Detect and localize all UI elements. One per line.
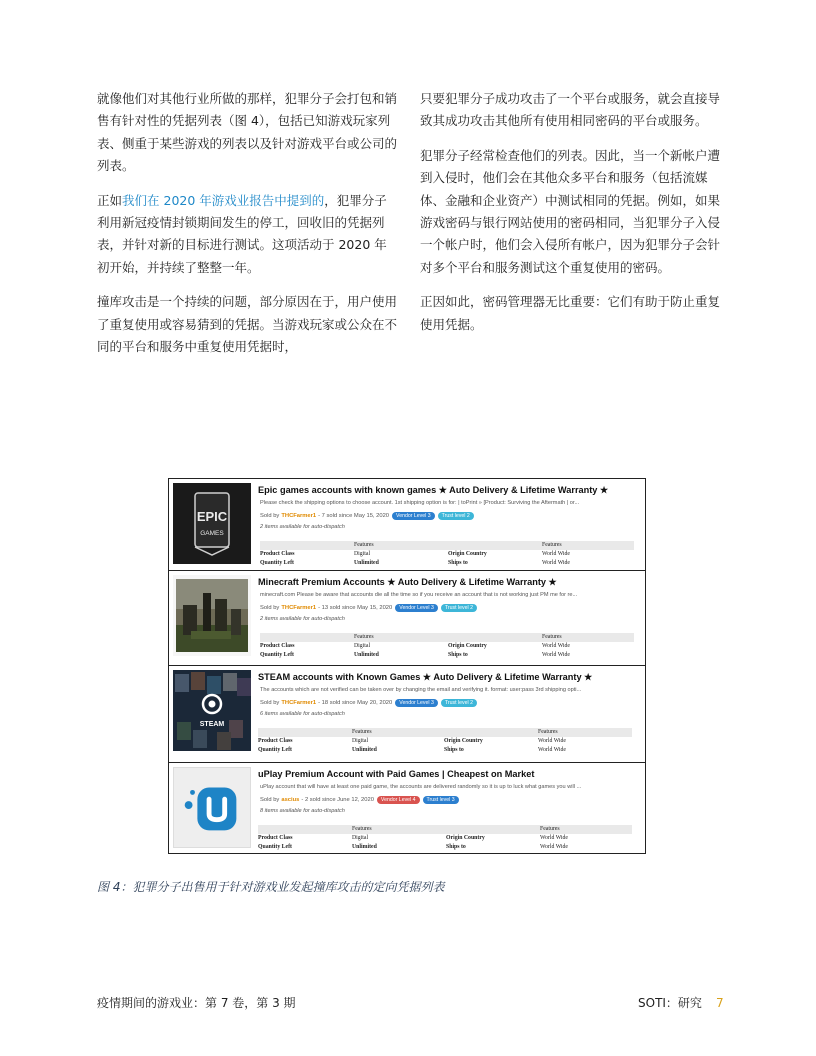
- cell: Digital: [352, 835, 369, 841]
- seller-line: [260, 604, 477, 612]
- cell: World Wide: [538, 738, 567, 744]
- cell: Ships to: [448, 652, 468, 658]
- cell: Ships to: [444, 747, 464, 753]
- paragraph: 正因如此，密码管理器无比重要：它们有助于防止重复使用凭据。: [420, 294, 721, 332]
- cell: Quantity Left: [258, 844, 292, 850]
- sold-info: - 7 sold since May 15, 2020: [318, 513, 390, 519]
- availability: 2 items available for auto-dispatch: [260, 524, 345, 530]
- trust-level-badge: Trust level 2: [441, 604, 477, 612]
- sold-by-label: Sold by: [260, 605, 280, 611]
- sold-by-label: Sold by: [260, 797, 280, 803]
- sold-info: - 2 sold since June 12, 2020: [301, 797, 374, 803]
- features-table: [258, 825, 632, 852]
- seller-line: [260, 796, 459, 804]
- listing-description: minecraft.com Please be aware that accounts die all the time so if you receive an account that is not working just PM me for re...: [260, 592, 578, 598]
- text: 正如: [97, 192, 123, 208]
- features-header: Features: [540, 826, 560, 832]
- listing-uplay[interactable]: [169, 763, 645, 853]
- vendor-level-badge: Vendor Level 3: [395, 699, 438, 707]
- vendor-level-badge: Vendor Level 3: [395, 604, 438, 612]
- epic-logo-text: EPIC: [196, 509, 228, 524]
- seller-name[interactable]: THCFarmer1: [281, 605, 317, 611]
- cell: Product Class: [258, 835, 293, 841]
- epic-logo-subtext: GAMES: [200, 530, 224, 537]
- cell: Unlimited: [354, 560, 379, 566]
- cell: Ships to: [446, 844, 466, 850]
- listing-minecraft[interactable]: [169, 571, 645, 666]
- availability: 2 items available for auto-dispatch: [260, 616, 345, 622]
- listing-title[interactable]: Minecraft Premium Accounts ★ Auto Delivery & Lifetime Warranty ★: [258, 577, 557, 587]
- cell: World Wide: [542, 643, 571, 649]
- cell: Quantity Left: [260, 560, 294, 566]
- cell: World Wide: [540, 844, 569, 850]
- paragraph: 撞库攻击是一个持续的问题，部分原因在于，用户使用了重复使用或容易猜到的凭据。当游戏玩家或公众在不同的平台和服务中重复使用凭据时，: [97, 294, 398, 355]
- left-column: [97, 88, 397, 370]
- cell: Origin Country: [444, 738, 483, 744]
- text: ，犯罪分子利用新冠疫情封锁期间发生的停工，回收旧的凭据列表，并针对新的目标进行测试。这项活动于 2020 年初开始，并持续了整整一年。: [97, 192, 387, 275]
- sold-by-label: Sold by: [260, 513, 280, 519]
- steam-logo-image: [173, 670, 251, 751]
- seller-name[interactable]: THCFarmer1: [281, 700, 317, 706]
- cell: Origin Country: [446, 835, 485, 841]
- cell: Quantity Left: [258, 747, 292, 753]
- cell: Product Class: [260, 551, 295, 557]
- vendor-level-badge: Vendor Level 3: [392, 512, 435, 520]
- seller-line: [260, 699, 477, 707]
- paragraph: [97, 190, 397, 280]
- right-column: [420, 88, 720, 348]
- vendor-level-badge: Vendor Level 4: [377, 796, 420, 804]
- report-link[interactable]: 我们在 2020 年游戏业报告中提到的: [122, 192, 325, 208]
- listing-description: uPlay account that will have at least one paid game, the accounts are delivered randomly so it is up to luck what games you will ...: [260, 784, 582, 790]
- features-header: Features: [352, 826, 372, 832]
- cell: World Wide: [540, 835, 569, 841]
- features-header: Features: [352, 729, 372, 735]
- paragraph: 就像他们对其他行业所做的那样，犯罪分子会打包和销售有针对性的凭据列表（图 4），包括已知游戏玩家列表、侧重于某些游戏的列表以及针对游戏平台或公司的列表。: [97, 91, 398, 174]
- marketplace-listings-figure: [168, 478, 646, 854]
- listing-description: The accounts which are not verified can be taken over by changing the email and verifying it. format: user:pass 3rd shipping opti...: [260, 687, 582, 693]
- features-table: [260, 541, 634, 568]
- listing-steam[interactable]: [169, 666, 645, 763]
- page-number: 7: [715, 996, 724, 1010]
- footer-title: 疫情期间的游戏业：第 7 卷，第 3 期: [97, 996, 296, 1010]
- footer-section-label: SOTI：研究: [638, 996, 702, 1010]
- trust-level-badge: Trust level 3: [423, 796, 459, 804]
- cell: Digital: [354, 551, 371, 557]
- listing-title[interactable]: STEAM accounts with Known Games ★ Auto Delivery & Lifetime Warranty ★: [258, 672, 593, 682]
- cell: Quantity Left: [260, 652, 294, 658]
- cell: Digital: [352, 738, 369, 744]
- availability: 6 items available for auto-dispatch: [260, 711, 345, 717]
- listing-epic[interactable]: [169, 479, 645, 571]
- cell: Origin Country: [448, 643, 487, 649]
- cell: Unlimited: [354, 652, 379, 658]
- features-header: Features: [354, 542, 374, 548]
- seller-line: [260, 512, 474, 520]
- cell: World Wide: [542, 560, 571, 566]
- seller-name[interactable]: ascius: [281, 797, 300, 803]
- paragraph: 只要犯罪分子成功攻击了一个平台或服务，就会直接导致其成功攻击其他所有使用相同密码的平台或服务。: [420, 91, 721, 129]
- epic-games-logo: [173, 483, 251, 564]
- features-header: Features: [542, 542, 562, 548]
- steam-logo-text: STEAM: [199, 721, 225, 728]
- seller-name[interactable]: THCFarmer1: [281, 513, 317, 519]
- listing-title[interactable]: uPlay Premium Account with Paid Games | Cheapest on Market: [258, 769, 535, 779]
- cell: Ships to: [448, 560, 468, 566]
- sold-info: - 18 sold since May 20, 2020: [318, 700, 393, 706]
- listing-title[interactable]: Epic games accounts with known games ★ Auto Delivery & Lifetime Warranty ★: [258, 485, 609, 495]
- cell: Digital: [354, 643, 371, 649]
- cell: Product Class: [258, 738, 293, 744]
- listing-description: Please check the shipping options to choose account. 1st shipping option is for: | toPrint » [Product: Surviving the Aftermath | or...: [260, 500, 580, 506]
- cell: Unlimited: [352, 747, 377, 753]
- trust-level-badge: Trust level 2: [441, 699, 477, 707]
- minecraft-scene-image: [173, 575, 251, 656]
- cell: Product Class: [260, 643, 295, 649]
- uplay-logo-image: [173, 767, 251, 848]
- features-header: Features: [538, 729, 558, 735]
- cell: Origin Country: [448, 551, 487, 557]
- features-header: Features: [542, 634, 562, 640]
- features-header: Features: [354, 634, 374, 640]
- footer-section: [638, 994, 724, 1011]
- availability: 8 items available for auto-dispatch: [260, 808, 345, 814]
- sold-info: - 13 sold since May 15, 2020: [318, 605, 393, 611]
- figure-caption: 图 4：犯罪分子出售用于针对游戏业发起撞库攻击的定向凭据列表: [97, 880, 445, 894]
- paragraph: 犯罪分子经常检查他们的列表。因此，当一个新帐户遭到入侵时，他们会在其他众多平台和服务（包括流媒体、金融和企业资产）中测试相同的凭据。例如，如果游戏密码与银行网站使用的密码相同，当犯罪分子入侵一个帐户时，他们会入侵所有帐户，因为犯罪分子会针对多个平台和服务测试这个重复使用的密码。: [420, 147, 721, 275]
- cell: World Wide: [538, 747, 567, 753]
- cell: World Wide: [542, 652, 571, 658]
- features-table: [258, 728, 632, 755]
- cell: Unlimited: [352, 844, 377, 850]
- trust-level-badge: Trust level 2: [438, 512, 474, 520]
- features-table: [260, 633, 634, 660]
- sold-by-label: Sold by: [260, 700, 280, 706]
- cell: World Wide: [542, 551, 571, 557]
